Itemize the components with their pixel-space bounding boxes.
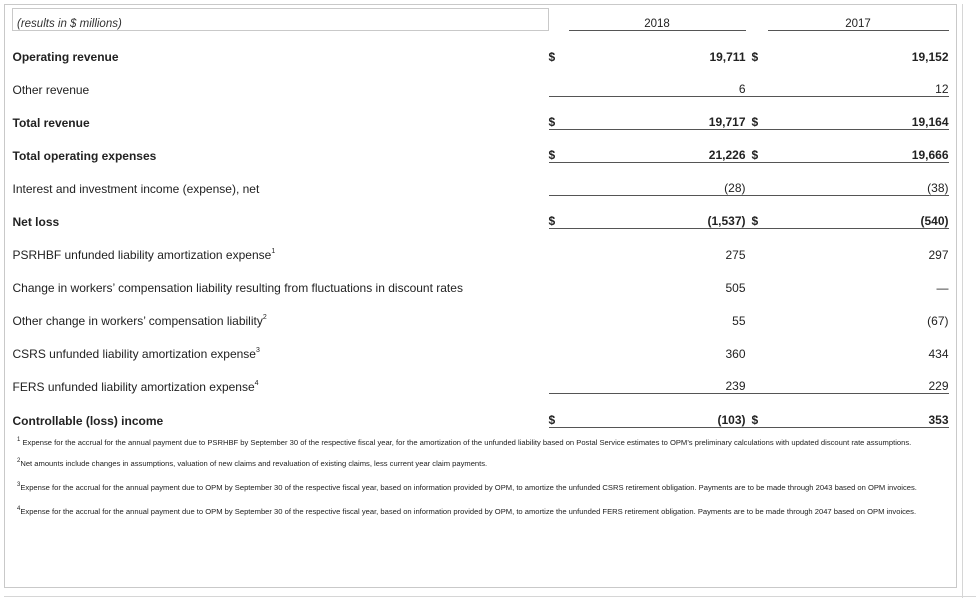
table-row xyxy=(13,64,949,97)
currency-2018: $ xyxy=(549,196,569,229)
value-2017: — xyxy=(936,280,949,295)
currency-2018: $ xyxy=(548,49,556,64)
year-2017-header: 2017 xyxy=(768,9,949,31)
currency-2018 xyxy=(549,262,569,295)
currency-2018: $ xyxy=(549,97,569,130)
currency-2017: $ xyxy=(746,97,768,130)
currency-2017 xyxy=(746,295,768,328)
currency-2017: $ xyxy=(746,196,768,229)
value-2017: (67) xyxy=(927,313,949,328)
row-label: Interest and investment income (expense), net xyxy=(12,181,260,196)
value-2017: (38) xyxy=(768,163,949,196)
value-2018: 21,226 xyxy=(569,130,746,163)
footnotes xyxy=(17,436,942,529)
table-row xyxy=(13,31,949,64)
footnote-4: $^4$Expense for the accrual for the annual payment due to OPM by September 30 of the respective fiscal year, based on information provided by OPM, to amortize the unfunded FERS retirement obligation. Payments are to be made through 2047 based on OPM invoices. xyxy=(17,506,917,516)
row-label: Controllable (loss) income xyxy=(12,413,164,428)
currency-2017 xyxy=(746,361,768,394)
value-2018: 505 xyxy=(725,280,746,295)
table-row xyxy=(13,295,949,328)
footnote-1: $^1$ Expense for the accrual for the annual payment due to PSRHBF by September 30 of the respective fiscal year, for the amortization of the unfunded liability based on Postal Service estimates to OPM’s preliminary calculations with updated discount rate assumptions. xyxy=(17,437,912,447)
table-row xyxy=(13,130,949,163)
currency-2017 xyxy=(746,64,768,97)
currency-2018 xyxy=(549,295,569,328)
currency-2018 xyxy=(549,163,569,196)
table-row xyxy=(13,196,949,229)
value-2017: (540) xyxy=(768,196,949,229)
table-row xyxy=(13,328,949,361)
year-2018-header: 2018 xyxy=(569,9,746,31)
units-label: (results in $ millions) xyxy=(13,9,549,31)
value-2018: 19,717 xyxy=(569,97,746,130)
row-label: Change in workers’ compensation liability resulting from fluctuations in discount rates xyxy=(12,280,463,295)
value-2018: 6 xyxy=(569,64,746,97)
value-2018: (103) xyxy=(569,394,746,428)
footnote-3: $^3$Expense for the accrual for the annual payment due to OPM by September 30 of the respective fiscal year, based on information provided by OPM, to amortize the unfunded CSRS retirement obligation. Payments are to be made through 2043 based on OPM invoices. xyxy=(17,482,917,492)
row-label: CSRS unfunded liability amortization expense$^3$ xyxy=(12,346,260,361)
frame-edge-right xyxy=(962,4,977,598)
currency-2018: $ xyxy=(549,394,569,428)
value-2017: 229 xyxy=(768,361,949,394)
currency-2017 xyxy=(746,229,768,262)
value-2017: 12 xyxy=(768,64,949,97)
row-label: Other revenue xyxy=(12,82,90,97)
footnote-2: $^2$Net amounts include changes in assumptions, valuation of new claims and revaluation of existing claims, less current year claim payments. xyxy=(17,458,488,468)
currency-2018 xyxy=(549,229,569,262)
currency-2017: $ xyxy=(746,130,768,163)
value-2018: (1,537) xyxy=(569,196,746,229)
table-row xyxy=(13,394,949,428)
row-label: Other change in workers’ compensation liability$^2$ xyxy=(12,313,267,328)
currency-2017: $ xyxy=(746,394,768,428)
row-label: Net loss xyxy=(12,214,60,229)
value-2017: 353 xyxy=(768,394,949,428)
currency-2018: $ xyxy=(549,130,569,163)
currency-2017: $ xyxy=(751,49,759,64)
currency-2017 xyxy=(746,163,768,196)
table-row xyxy=(13,97,949,130)
value-2017: 19,666 xyxy=(768,130,949,163)
currency-2017 xyxy=(746,328,768,361)
frame-edge-bottom xyxy=(4,596,976,597)
value-2018: (28) xyxy=(569,163,746,196)
footnote-ref: 1 xyxy=(271,247,276,255)
financial-results-table xyxy=(12,8,949,428)
currency-2017 xyxy=(746,262,768,295)
table-row xyxy=(13,262,949,295)
currency-2018 xyxy=(549,361,569,394)
row-label: FERS unfunded liability amortization expense$^4$ xyxy=(12,379,259,394)
value-2017: 19,164 xyxy=(768,97,949,130)
footnote-ref: 2 xyxy=(262,313,267,321)
row-label: Total operating expenses xyxy=(12,148,157,163)
footnote-ref: 3 xyxy=(255,346,260,354)
value-2018: 275 xyxy=(725,247,746,262)
footnote-ref: 4 xyxy=(254,379,259,387)
currency-2018 xyxy=(549,64,569,97)
value-2018: 55 xyxy=(732,313,746,328)
value-2018: 239 xyxy=(569,361,746,394)
row-label: Operating revenue xyxy=(12,49,119,64)
value-2017: 19,152 xyxy=(911,49,949,64)
value-2018: 19,711 xyxy=(709,49,746,64)
currency-2018 xyxy=(549,328,569,361)
table-row xyxy=(13,361,949,394)
table-row xyxy=(13,163,949,196)
value-2018: 360 xyxy=(725,346,746,361)
value-2017: 297 xyxy=(928,247,949,262)
value-2017: 434 xyxy=(928,346,949,361)
row-label: PSRHBF unfunded liability amortization expense$^1$ xyxy=(12,247,276,262)
table-row xyxy=(13,229,949,262)
row-label: Total revenue xyxy=(12,115,90,130)
